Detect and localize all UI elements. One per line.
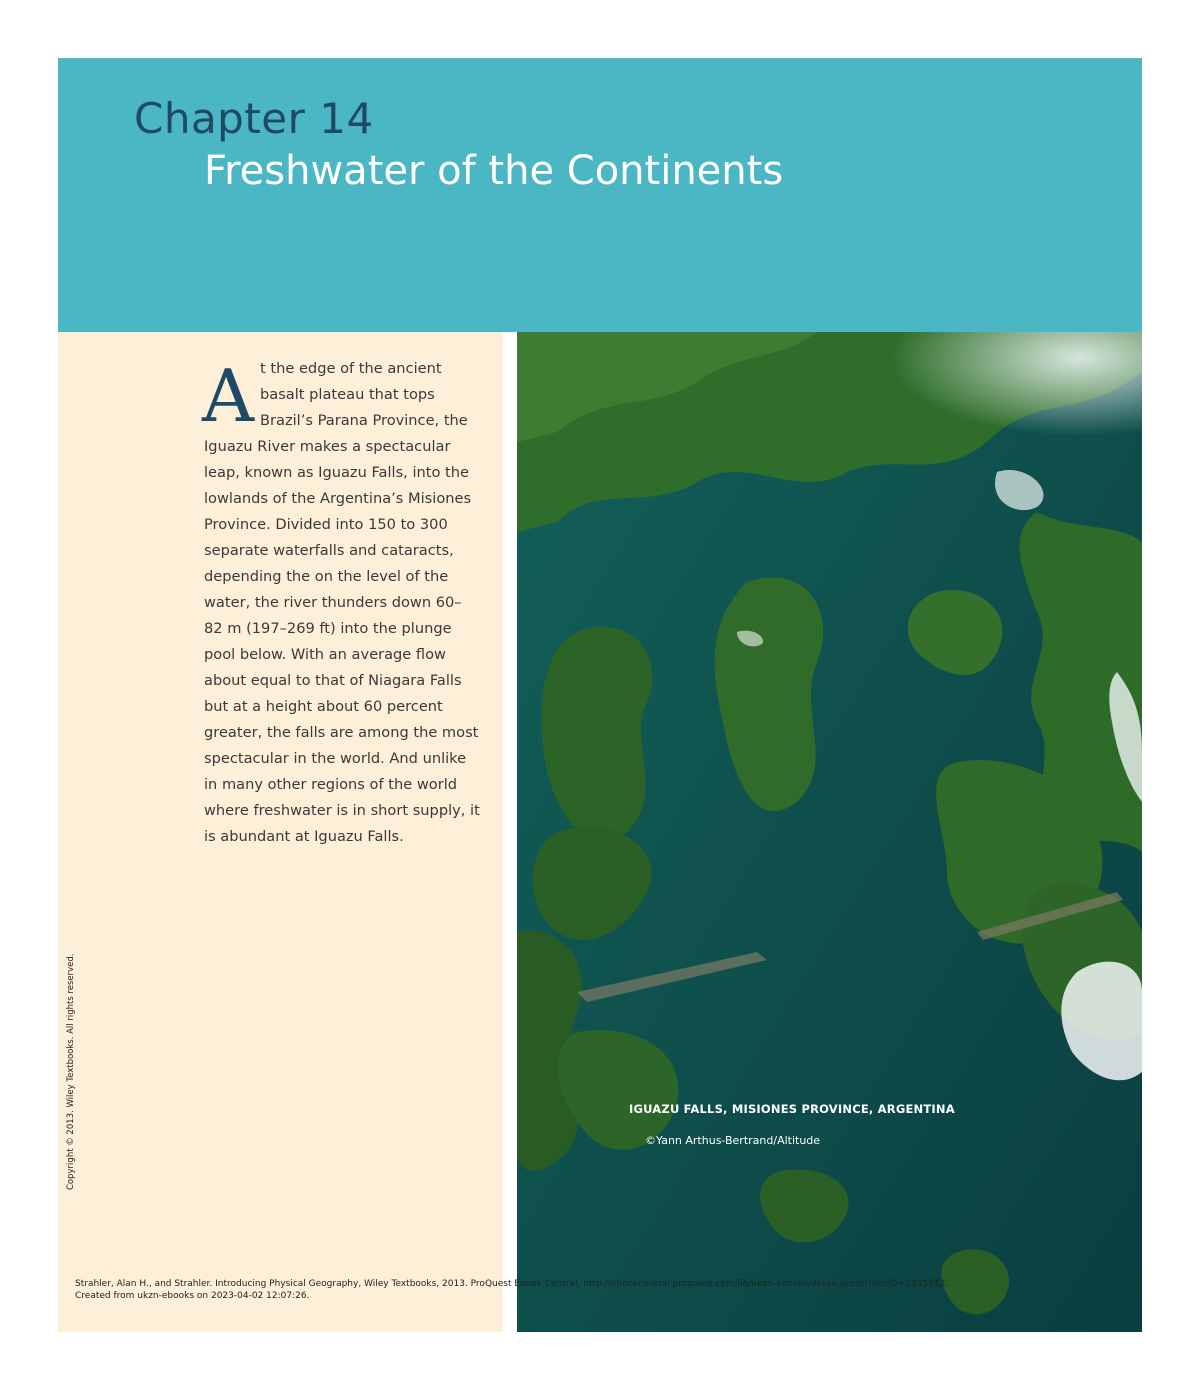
- intro-panel: [58, 332, 503, 1332]
- aerial-photo: [517, 332, 1142, 1332]
- photo-caption-title: IGUAZU FALLS, MISIONES PROVINCE, ARGENTINA: [629, 1102, 955, 1116]
- chapter-header-band: [58, 58, 1142, 332]
- drop-cap: A: [202, 354, 254, 438]
- citation-footer: [75, 1278, 975, 1302]
- intro-paragraph: [204, 356, 480, 850]
- intro-text: t the edge of the ancient basalt plateau that tops Brazil’s Parana Province, the Iguazu River makes a spectacular leap, known as Iguazu Falls, into the lowlands of the Argentina’s Misiones Province. Divided into 150 to 300 separate waterfalls and cataracts, depending the on the level of the water, the river thunders down 60–82 m (197–269 ft) into the plunge pool below. With an average flow about equal to that of Niagara Falls but at a height about 60 percent greater, the falls are among the most spectacular in the world. And unlike in many other regions of the world where freshwater is in short supply, it is abundant at Iguazu Falls.: [204, 360, 480, 845]
- chapter-number: Chapter 14: [134, 94, 374, 143]
- created-line: Created from ukzn-ebooks on 2023-04-02 12:07:26.: [75, 1291, 310, 1301]
- aerial-photo-illustration: [517, 332, 1142, 1332]
- citation-line: Strahler, Alan H., and Strahler. Introducing Physical Geography, Wiley Textbooks, 2013. ProQuest Ebook Central, http://ebookcentral.proquest.com/lib/ukzn-ebooks/detail.action?docID=1935742.: [75, 1279, 949, 1289]
- photo-caption-credit: ©Yann Arthus-Bertrand/Altitude: [645, 1134, 821, 1147]
- chapter-title: Freshwater of the Continents: [204, 148, 784, 194]
- copyright-notice: Copyright © 2013. Wiley Textbooks. All rights reserved.: [66, 953, 76, 1190]
